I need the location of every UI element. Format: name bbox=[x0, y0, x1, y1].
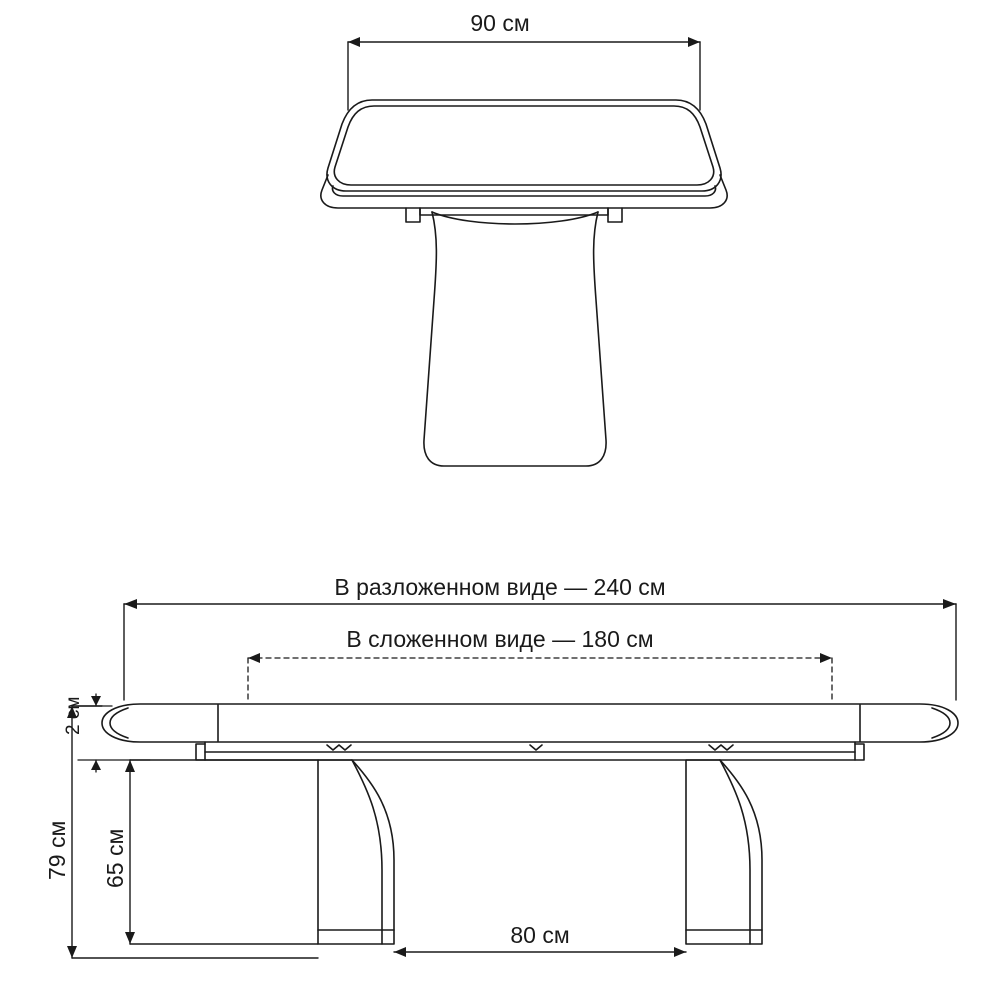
leg-right-inner bbox=[720, 760, 750, 944]
dimension-folded-180 bbox=[248, 658, 832, 700]
rail-cap-right bbox=[855, 744, 864, 760]
hardware-left bbox=[327, 745, 351, 750]
tabletop-inner-edge bbox=[334, 106, 713, 185]
tabletop-side-profile bbox=[102, 704, 958, 742]
pedestal-top-ellipse bbox=[432, 212, 598, 224]
dimension-base-height-65 bbox=[125, 760, 318, 944]
label-expanded-240: В разложенном виде — 240 см bbox=[334, 574, 666, 600]
dimension-base-width-80 bbox=[394, 947, 686, 957]
tabletop-right-cap bbox=[932, 708, 950, 738]
dimension-depth-90 bbox=[348, 37, 700, 110]
label-folded-180: В сложенном виде — 180 см bbox=[346, 626, 654, 652]
bracket-right bbox=[608, 208, 622, 222]
tabletop-outline bbox=[327, 100, 721, 191]
label-base-width-80: 80 см bbox=[510, 922, 570, 948]
top-view-group bbox=[321, 37, 727, 466]
rail-cap-left bbox=[196, 744, 205, 760]
label-depth-90: 90 см bbox=[470, 10, 530, 36]
label-top-thickness-2: 2 см bbox=[63, 696, 84, 735]
leg-left-inner bbox=[352, 760, 382, 944]
bracket-left bbox=[406, 208, 420, 222]
tabletop-left-cap bbox=[110, 708, 128, 738]
label-base-height-65: 65 см bbox=[102, 828, 128, 888]
apron-rail bbox=[420, 208, 608, 215]
hardware-right bbox=[709, 745, 733, 750]
hardware-center bbox=[530, 745, 542, 750]
pedestal-top-view bbox=[424, 212, 606, 466]
label-total-height-79: 79 см bbox=[44, 820, 70, 880]
front-view-group bbox=[67, 599, 958, 958]
